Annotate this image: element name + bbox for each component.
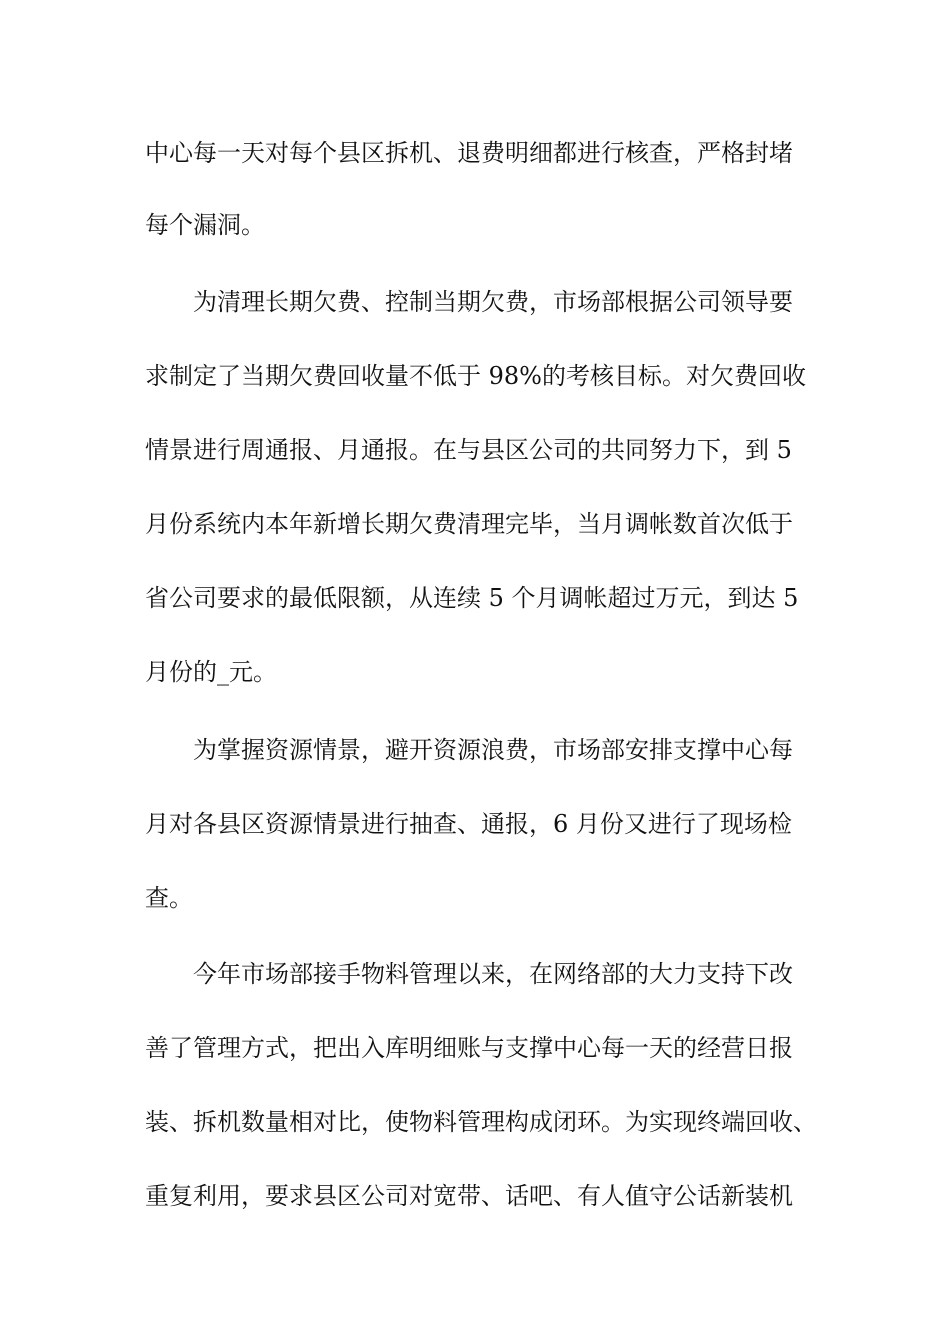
paragraph-line: 月份的_元。	[145, 658, 277, 686]
paragraph-first-line: 为掌握资源情景，避开资源浪费，市场部安排支撑中心每	[193, 736, 793, 764]
paragraph-line: 省公司要求的最低限额，从连续 5 个月调帐超过万元，到达 5	[145, 584, 799, 612]
paragraph-line: 重复利用，要求县区公司对宽带、话吧、有人值守公话新装机	[145, 1182, 793, 1210]
paragraph-line: 查。	[145, 884, 193, 912]
paragraph-first-line: 今年市场部接手物料管理以来，在网络部的大力支持下改	[193, 960, 793, 988]
paragraph-line: 情景进行周通报、月通报。在与县区公司的共同努力下，到 5	[145, 436, 792, 464]
paragraph-line: 月份系统内本年新增长期欠费清理完毕，当月调帐数首次低于	[145, 510, 793, 538]
paragraph-line: 善了管理方式，把出入库明细账与支撑中心每一天的经营日报	[145, 1034, 793, 1062]
paragraph-line: 装、拆机数量相对比，使物料管理构成闭环。为实现终端回收、	[145, 1108, 817, 1136]
paragraph-line: 中心每一天对每个县区拆机、退费明细都进行核查，严格封堵	[145, 139, 793, 167]
paragraph-line: 每个漏洞。	[145, 211, 265, 239]
paragraph-line: 求制定了当期欠费回收量不低于 98%的考核目标。对欠费回收	[145, 362, 806, 390]
paragraph-line: 月对各县区资源情景进行抽查、通报，6 月份又进行了现场检	[145, 810, 792, 838]
paragraph-first-line: 为清理长期欠费、控制当期欠费，市场部根据公司领导要	[193, 288, 793, 316]
